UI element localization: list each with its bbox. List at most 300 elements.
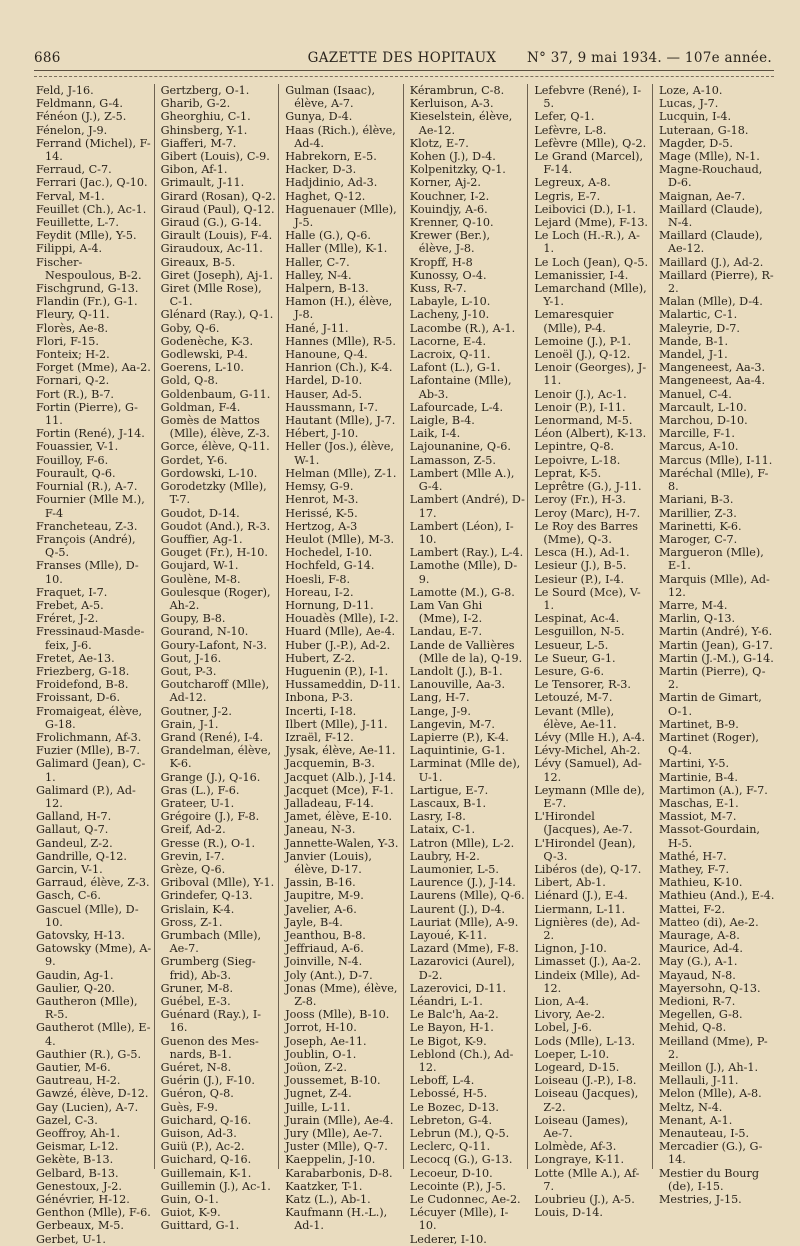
index-entry: Jooss (Mlle), B-10. <box>285 1008 390 1022</box>
index-entry: Grandelman, élève, K-6. <box>160 744 272 771</box>
index-entry: Hadjdinio, Ad-3. <box>285 176 378 190</box>
index-entry: Genthon (Mlle), F-6. <box>36 1206 151 1220</box>
index-entry: Gomès de Mattos (Mlle), élève, Z-3. <box>160 414 270 441</box>
index-entry: Leibovici (D.), I-1. <box>534 202 637 216</box>
index-entry: Meilland (Mme), P-2. <box>658 1034 768 1061</box>
index-entry: Jaupitre, M-9. <box>285 889 364 903</box>
index-entry: Gerbeaux, M-5. <box>36 1219 124 1233</box>
index-entry: Laik, I-4. <box>409 427 461 441</box>
index-entry: Martini, Y-5. <box>658 757 730 771</box>
index-entry: Gibon, Af-1. <box>160 163 228 177</box>
index-entry: Leymann (Mlle de), E-7. <box>534 783 645 810</box>
index-entry: Hornung, D-11. <box>285 598 374 612</box>
index-entry: Herissé, K-5. <box>285 506 358 520</box>
index-entry: Girault (Louis), F-4. <box>160 229 273 243</box>
index-entry: Mangeneest, Aa-3. <box>658 361 766 375</box>
index-entry: Kohen (J.), D-4. <box>409 150 496 164</box>
index-entry: Mestries, J-15. <box>658 1193 742 1207</box>
index-entry: Goutcharoff (Mlle), Ad-12. <box>160 678 270 705</box>
index-entry: Gout, P-3. <box>160 664 217 678</box>
index-column-1 <box>30 84 155 1246</box>
index-entry: Marinetti, K-6. <box>658 519 742 533</box>
index-entry: Hoesli, F-8. <box>285 572 351 586</box>
index-entry: Lam Van Ghi (Mme), I-2. <box>409 598 483 626</box>
index-entry: Godenèche, K-3. <box>160 334 254 348</box>
index-entry: Hubert, Z-2. <box>285 651 356 665</box>
index-entry: Gautier, M-6. <box>36 1061 111 1075</box>
index-entry: Girard (Rosan), Q-2. <box>160 189 276 203</box>
index-entry: Haller, C-7. <box>285 255 350 269</box>
index-entry: Megellen, G-8. <box>658 1008 743 1022</box>
index-entry: Genestoux, J-2. <box>36 1179 122 1193</box>
index-entry: Jurain (Mlle), Ae-4. <box>285 1113 394 1127</box>
index-entry: Gorce, élève, Q-11. <box>160 440 270 454</box>
index-entry: Kouchner, I-2. <box>409 189 490 203</box>
index-entry: Friezberg, G-18. <box>36 664 130 678</box>
index-entry: Gorodetzky (Mlle), T-7. <box>160 480 267 507</box>
index-entry: Guenon des Mes-nards, B-1. <box>160 1034 259 1061</box>
index-entry: Jury (Mlle), Ae-7. <box>285 1127 383 1141</box>
index-entry: Libert, Ab-1. <box>534 876 606 890</box>
index-entry: Magne-Rouchaud, D-6. <box>658 163 763 190</box>
index-entry: Lebossé, H-5. <box>409 1087 488 1101</box>
index-entry: Leroy (Marc), H-7. <box>534 506 641 520</box>
index-entry: Lucas, J-7. <box>658 97 719 111</box>
index-entry: Hautant (Mlle), J-7. <box>285 414 396 428</box>
index-entry: Lemoine (J.), P-1. <box>534 334 632 348</box>
index-entry: Haas (Rich.), élève, Ad-4. <box>285 123 396 150</box>
index-entry: Lebreton, G-4. <box>409 1113 493 1127</box>
index-entry: Maillard (Claude), Ae-12. <box>658 229 763 256</box>
index-entry: Medioni, R-7. <box>658 995 736 1009</box>
index-entry: Horeau, I-2. <box>285 585 354 599</box>
index-entry: Maschas, E-1. <box>658 796 739 810</box>
index-entry: Mathé, H-7. <box>658 849 727 863</box>
index-entry: Heller (Jos.), élève, W-1. <box>285 440 394 467</box>
index-entry: Flori, F-15. <box>36 334 99 348</box>
index-entry: Le Sueur, G-1. <box>534 651 616 665</box>
index-entry: Levant (Mlle), élève, Ae-11. <box>534 704 617 731</box>
index-entry: Franses (Mlle), D-10. <box>36 559 139 586</box>
index-entry: Gautheron (Mlle), R-5. <box>36 995 138 1022</box>
index-entry: Kaatzker, T-1. <box>285 1179 363 1193</box>
index-entry: Mande, B-1. <box>658 334 729 348</box>
index-entry: L'Hirondel (Jean), Q-3. <box>534 836 636 863</box>
index-entry: Janeau, N-3. <box>285 823 356 837</box>
index-entry: Laurence (J.), J-14. <box>409 876 516 890</box>
index-entry: Goulesque (Roger), Ah-2. <box>160 585 271 612</box>
index-entry: Kerluison, A-3. <box>409 97 494 111</box>
index-entry: May (G.), A-1. <box>658 955 738 969</box>
index-entry: Marcus (Mlle), I-11. <box>658 453 773 467</box>
index-entry: Gras (L.), F-6. <box>160 783 240 797</box>
index-entry: Giraud (G.), G-14. <box>160 216 262 230</box>
index-entry: Matteo (di), Ae-2. <box>658 915 759 929</box>
index-entry: Ghinsberg, Y-1. <box>160 123 248 137</box>
index-entry: Le Tensorer, R-3. <box>534 678 631 692</box>
index-entry: Huguenin (P.), I-1. <box>285 664 389 678</box>
index-entry: Grèze, Q-6. <box>160 862 226 876</box>
index-entry: Gauthier (R.), G-5. <box>36 1047 142 1061</box>
index-entry: Letouzé, M-7. <box>534 691 613 705</box>
index-entry: Kaeppelin, J-10. <box>285 1153 376 1167</box>
index-entry: Goldenbaum, G-11. <box>160 387 271 401</box>
index-entry: Landau, E-7. <box>409 625 483 639</box>
index-entry: Gibert (Louis), C-9. <box>160 150 270 164</box>
index-entry: Jorrot, H-10. <box>285 1021 357 1035</box>
index-entry: Jysak, élève, Ae-11. <box>285 744 396 758</box>
index-entry: Louis, D-14. <box>534 1206 603 1220</box>
index-entry: Javelier, A-6. <box>285 902 357 916</box>
index-entry: Gourand, N-10. <box>160 625 249 639</box>
index-entry: Maréchal (Mlle), F-8. <box>658 466 769 494</box>
index-entry: Hardel, D-10. <box>285 374 363 388</box>
index-entry: Le Grand (Marcel), F-14. <box>534 150 644 177</box>
index-entry: Marquis (Mlle), Ad-12. <box>658 572 770 599</box>
index-entry: Larminat (Mlle de), U-1. <box>409 757 521 784</box>
index-entry: Labayle, L-10. <box>409 295 491 309</box>
index-entry: Mercadier (G.), G-14. <box>658 1140 763 1167</box>
index-entry: Giraud (Paul), Q-12. <box>160 202 275 216</box>
index-entry: Lefèvre (Mlle), Q-2. <box>534 136 647 150</box>
index-entry: Fouilloy, F-6. <box>36 453 109 467</box>
index-entry: Goupy, B-8. <box>160 612 226 626</box>
index-entry: Marillier, Z-3. <box>658 506 737 520</box>
index-entry: Jacquet (Alb.), J-14. <box>285 770 396 784</box>
index-entry: Gautreau, H-2. <box>36 1074 121 1088</box>
index-entry: Martin de Gimart, O-1. <box>658 691 762 718</box>
index-entry: Fourault, Q-6. <box>36 466 116 480</box>
index-entry: Joly (Ant.), D-7. <box>285 968 373 982</box>
index-entry: Hochfeld, G-14. <box>285 559 375 573</box>
index-entry: Jamet, élève, E-10. <box>285 810 392 824</box>
index-entry: Kérambrun, C-8. <box>409 84 505 97</box>
index-entry: Lamasson, Z-5. <box>409 453 496 467</box>
index-entry: Gordet, Y-6. <box>160 453 228 467</box>
index-entry: Froissant, D-6. <box>36 691 121 705</box>
index-entry: Garcin, V-1. <box>36 862 103 876</box>
index-entry: Martin (J.-M.), G-14. <box>658 651 774 665</box>
index-entry: Lemarchand (Mlle), Y-1. <box>534 282 647 309</box>
index-entry: Lévy-Michel, Ah-2. <box>534 744 641 758</box>
index-entry: Mestier du Bourg (de), I-15. <box>658 1166 759 1193</box>
index-entry: Guiot, K-9. <box>160 1206 221 1220</box>
index-entry: Fressinaud-Masde-feix, J-6. <box>36 625 145 652</box>
index-entry: Joinville, N-4. <box>285 955 363 969</box>
index-entry: Lamothe (Mlle), D-9. <box>409 559 518 586</box>
index-entry: Lenormand, M-5. <box>534 414 633 428</box>
index-entry: Maurage, A-8. <box>658 929 740 942</box>
index-entry: Klotz, E-7. <box>409 136 469 150</box>
index-entry: Lange, J-9. <box>409 704 471 718</box>
index-entry: Guillemin (J.), Ac-1. <box>160 1179 271 1193</box>
index-entry: Gulman (Isaac), élève, A-7. <box>285 84 375 111</box>
index-entry: Martinie, B-4. <box>658 770 738 784</box>
index-entry: Joüon, Z-2. <box>285 1061 347 1075</box>
index-entry: Gheorghiu, C-1. <box>160 110 251 124</box>
index-entry: Guichard, Q-16. <box>160 1113 252 1127</box>
index-entry: Gazel, C-3. <box>36 1113 98 1127</box>
index-entry: Lobel, J-6. <box>534 1021 592 1035</box>
index-entry: Fretet, Ae-13. <box>36 651 115 665</box>
index-entry: Lazard (Mme), F-8. <box>409 942 519 956</box>
index-entry: Jeanthou, B-8. <box>285 929 366 942</box>
index-entry: Kunossy, O-4. <box>409 268 487 282</box>
index-entry: Lepoivre, L-18. <box>534 453 621 467</box>
index-entry: Malan (Mlle), D-4. <box>658 295 763 309</box>
index-entry: Griboval (Mlle), Y-1. <box>160 876 275 890</box>
index-entry: Feldmann, G-4. <box>36 97 123 111</box>
index-entry: Feydit (Mlle), Y-5. <box>36 229 137 243</box>
index-entry: Fleury, Q-11. <box>36 308 110 322</box>
index-entry: Katz (L.), Ab-1. <box>285 1193 371 1207</box>
index-entry: Mayaud, N-8. <box>658 968 736 982</box>
index-entry: Laubry, H-2. <box>409 849 480 863</box>
index-entry: Halley, N-4. <box>285 268 352 282</box>
index-entry: Lang, H-7. <box>409 691 470 705</box>
index-entry: Giret (Joseph), Aj-1. <box>160 268 273 282</box>
index-entry: Marre, M-4. <box>658 598 728 612</box>
index-entry: Huber (J.-P.), Ad-2. <box>285 638 391 652</box>
index-entry: Lazerovici, D-11. <box>409 981 507 995</box>
index-entry: Lenoël (J.), Q-12. <box>534 348 631 362</box>
index-entry: Leprêtre (G.), J-11. <box>534 480 642 494</box>
index-entry: Juille, L-11. <box>285 1100 351 1114</box>
index-entry: Gold, Q-8. <box>160 374 219 388</box>
index-entry: Giraudoux, Ac-11. <box>160 242 263 256</box>
index-entry: Haguenauer (Mlle), J-5. <box>285 202 397 230</box>
index-entry: Janvier (Louis), élève, D-17. <box>285 849 372 876</box>
index-entry: Goudot, D-14. <box>160 506 240 520</box>
index-entry: Guison, Ad-3. <box>160 1127 237 1141</box>
index-entry: Lacombe (R.), A-1. <box>409 321 516 335</box>
index-entry: Lascaux, B-1. <box>409 796 487 810</box>
index-column-3 <box>279 84 404 1233</box>
index-entry: Leblond (Ch.), Ad-12. <box>409 1047 514 1075</box>
index-entry: Galimard (P.), Ad-12. <box>36 783 136 810</box>
index-entry: Lambert (André), D-17. <box>409 493 525 520</box>
index-entry: Gatovsky, H-13. <box>36 929 125 942</box>
index-entry: Massot-Gourdain, H-5. <box>658 823 760 850</box>
index-entry: Maignan, Ae-7. <box>658 189 746 203</box>
index-entry: Fénelon, J-9. <box>36 123 108 137</box>
index-entry: Hochedel, I-10. <box>285 546 373 560</box>
index-entry: Juster (Mlle), Q-7. <box>285 1140 388 1154</box>
index-entry: Hertzog, A-3 <box>285 519 358 533</box>
index-entry: Lambert (Mlle A.), G-4. <box>409 466 515 494</box>
index-entry: Melon (Mlle), A-8. <box>658 1087 762 1101</box>
header-rule-dashed <box>34 76 774 77</box>
index-entry: Lacorne, E-4. <box>409 334 486 348</box>
index-entry: Grain, J-1. <box>160 717 219 731</box>
index-entry: Lion, A-4. <box>534 995 589 1009</box>
index-entry: Maillard (J.), Ad-2. <box>658 255 764 269</box>
index-entry: Lesueur, L-5. <box>534 638 609 652</box>
index-entry: Le Loch (H.-R.), A-1. <box>534 229 640 256</box>
index-entry: Lambert (Léon), I-10. <box>409 519 514 546</box>
index-entry: Livory, Ae-2. <box>534 1008 605 1022</box>
index-entry: Massiot, M-7. <box>658 810 737 824</box>
index-entry: Le Loch (Jean), Q-5. <box>534 255 649 269</box>
index-entry: Leboff, L-4. <box>409 1074 475 1088</box>
index-entry: Lévy (Samuel), Ad-12. <box>534 757 642 784</box>
index-entry: Kaufmann (H.-L.), Ad-1. <box>285 1206 388 1233</box>
index-entry: Le Balc'h, Aa-2. <box>409 1008 499 1022</box>
index-entry: Geismar, L-12. <box>36 1140 119 1154</box>
index-entry: Lefer, Q-1. <box>534 110 595 124</box>
index-entry: Grislain, K-4. <box>160 902 235 916</box>
index-entry: Lefebvre (René), I-5. <box>534 84 642 111</box>
index-entry: Laigle, B-4. <box>409 414 475 428</box>
index-entry: Lartigue, E-7. <box>409 783 489 797</box>
index-entry: Galland, H-7. <box>36 810 112 824</box>
index-column-6 <box>653 84 778 1207</box>
index-entry: Lenoir (J.), Ac-1. <box>534 387 627 401</box>
index-entry: Guès, F-9. <box>160 1100 218 1114</box>
index-entry: Hanrion (Ch.), K-4. <box>285 361 393 375</box>
index-entry: Huard (Mlle), Ae-4. <box>285 625 396 639</box>
index-entry: Froidefond, B-8. <box>36 678 129 692</box>
index-entry: Lespinat, Ac-4. <box>534 612 620 626</box>
index-entry: Langevin, M-7. <box>409 717 495 731</box>
index-entry: Magder, D-5. <box>658 136 733 150</box>
index-entry: Lazarovici (Aurel), D-2. <box>409 955 515 982</box>
index-entry: Karabarbonis, D-8. <box>285 1166 393 1180</box>
index-entry: Lafontaine (Mlle), Ab-3. <box>409 374 512 401</box>
index-entry: Hébert, J-10. <box>285 427 359 441</box>
index-entry: Gresse (R.), O-1. <box>160 836 256 850</box>
index-entry: Joseph, Ae-11. <box>285 1034 367 1048</box>
index-entry: Feld, J-16. <box>36 84 94 97</box>
index-entry: Fornari, Q-2. <box>36 374 110 388</box>
index-entry: Le Cudonnec, Ae-2. <box>409 1193 521 1207</box>
index-entry: Guichard, Q-16. <box>160 1153 252 1167</box>
index-entry: Gouffier, Ag-1. <box>160 532 243 546</box>
index-entry: Mangeneest, Aa-4. <box>658 374 766 388</box>
index-entry: Gandeul, Z-2. <box>36 836 113 850</box>
index-entry: Laurent (J.), D-4. <box>409 902 505 916</box>
index-entry: Lévy (Mlle H.), A-4. <box>534 730 646 744</box>
index-entry: Loubrieu (J.), A-5. <box>534 1193 635 1207</box>
index-entry: Martin (Pierre), Q-2. <box>658 664 766 692</box>
index-entry: Mandel, J-1. <box>658 348 728 362</box>
index-entry: Lotte (Mlle A.), Af-7. <box>534 1166 640 1193</box>
index-entry: Martin (Jean), G-17. <box>658 638 773 652</box>
index-columns <box>30 84 778 1246</box>
index-entry: Luteraan, G-18. <box>658 123 749 137</box>
index-entry: Greif, Ad-2. <box>160 823 226 837</box>
index-entry: Lécuyer (Mlle), I-10. <box>409 1206 509 1233</box>
index-entry: Grevin, I-7. <box>160 849 225 863</box>
index-entry: Fromaigeat, élève, G-18. <box>36 704 143 731</box>
index-entry: Maillard (Claude), N-4. <box>658 202 763 230</box>
index-entry: Martinet (Roger), Q-4. <box>658 730 759 758</box>
index-entry: Mathey, F-7. <box>658 862 730 876</box>
index-entry: Marcille, F-1. <box>658 427 735 441</box>
index-entry: Gascuel (Mlle), D-10. <box>36 902 139 929</box>
index-entry: Kolpenitzky, Q-1. <box>409 163 506 177</box>
index-entry: Haussmann, I-7. <box>285 400 378 414</box>
index-entry: Mellauli, J-11. <box>658 1074 739 1088</box>
index-entry: Marcault, L-10. <box>658 400 747 414</box>
index-entry: Grand (René), I-4. <box>160 730 264 744</box>
index-entry: Helman (Mlle), Z-1. <box>285 466 397 480</box>
index-entry: Lefèvre, L-8. <box>534 123 607 137</box>
index-entry: Jeffriaud, A-6. <box>285 942 364 956</box>
index-entry: Lenoir (P.), I-11. <box>534 400 626 414</box>
index-entry: Goerens, L-10. <box>160 361 244 375</box>
index-entry: Lambert (Ray.), L-4. <box>409 546 524 560</box>
index-entry: Florès, Ae-8. <box>36 321 109 335</box>
index-entry: Garraud, élève, Z-3. <box>36 876 150 890</box>
index-entry: Lederer, I-10. <box>409 1232 487 1246</box>
index-entry: Halle (G.), Q-6. <box>285 229 371 243</box>
index-entry: Gireaux, B-5. <box>160 255 236 269</box>
index-column-2 <box>155 84 280 1233</box>
index-entry: Gatowsky (Mme), A-9. <box>36 942 152 969</box>
index-entry: Haghet, Q-12. <box>285 189 366 203</box>
index-entry: Giafferi, M-7. <box>160 136 237 150</box>
index-entry: Galimard (Jean), C-1. <box>36 757 146 784</box>
index-entry: Génévrier, H-12. <box>36 1193 130 1207</box>
index-entry: Kuss, R-7. <box>409 282 467 296</box>
index-entry: Mehid, Q-8. <box>658 1021 727 1035</box>
index-entry: Joussemet, B-10. <box>285 1074 381 1088</box>
index-entry: Goury-Lafont, N-3. <box>160 638 267 652</box>
index-entry: Lecointe (P.), J-5. <box>409 1179 506 1193</box>
index-entry: Gay (Lucien), A-7. <box>36 1100 139 1114</box>
index-entry: Mathieu (And.), E-4. <box>658 889 775 903</box>
index-entry: Lindeix (Mlle), Ad-12. <box>534 968 640 995</box>
index-entry: Leclerc, Q-11. <box>409 1140 491 1154</box>
index-entry: Lemanissier, I-4. <box>534 268 629 282</box>
index-entry: L'Hirondel (Jacques), Ae-7. <box>534 810 633 837</box>
index-entry: Gerbet, U-1. <box>36 1232 106 1246</box>
index-entry: Grégoire (J.), F-8. <box>160 810 260 824</box>
index-entry: Maurice, Ad-4. <box>658 942 743 956</box>
index-entry: Marlin, Q-13. <box>658 612 736 626</box>
index-entry: Mariani, B-3. <box>658 493 734 507</box>
index-entry: Hannes (Mlle), R-5. <box>285 334 396 348</box>
issue-info: N° 37, 9 mai 1934. — 107e année. <box>526 50 772 66</box>
index-entry: Frolichmann, Af-3. <box>36 730 142 744</box>
index-entry: Fénéon (J.), Z-5. <box>36 110 127 124</box>
index-entry: Laurens (Mlle), Q-6. <box>409 889 525 903</box>
page-header <box>30 44 774 70</box>
index-entry: Meillon (J.), Ah-1. <box>658 1061 759 1075</box>
index-column-4 <box>404 84 529 1246</box>
index-entry: Francheteau, Z-3. <box>36 519 138 533</box>
index-entry: Guittard, G-1. <box>160 1219 240 1233</box>
index-entry: Gordowski, L-10. <box>160 466 258 480</box>
index-entry: Menauteau, I-5. <box>658 1127 750 1141</box>
index-entry: Landolt (J.), B-1. <box>409 664 503 678</box>
index-entry: Kieselstein, élève, Ae-12. <box>409 110 513 137</box>
index-entry: Fischer-Nespoulous, B-2. <box>36 255 142 282</box>
index-entry: Goby, Q-6. <box>160 321 220 335</box>
index-entry: Jacquet (Mce), F-1. <box>285 783 394 797</box>
index-entry: Lejard (Mme), F-13. <box>534 216 648 230</box>
index-entry: Mage (Mlle), N-1. <box>658 150 760 164</box>
index-entry: Fouassier, V-1. <box>36 440 119 454</box>
index-entry: Gouget (Fr.), H-10. <box>160 546 268 560</box>
index-entry: Le Roy des Barres (Mme), Q-3. <box>534 519 639 546</box>
index-entry: Lesure, G-6. <box>534 664 605 678</box>
index-entry: Jannette-Walen, Y-3. <box>285 836 399 850</box>
index-entry: Léon (Albert), K-13. <box>534 427 647 441</box>
index-entry: Legreux, A-8. <box>534 176 611 190</box>
index-entry: Laumonier, L-5. <box>409 862 499 876</box>
